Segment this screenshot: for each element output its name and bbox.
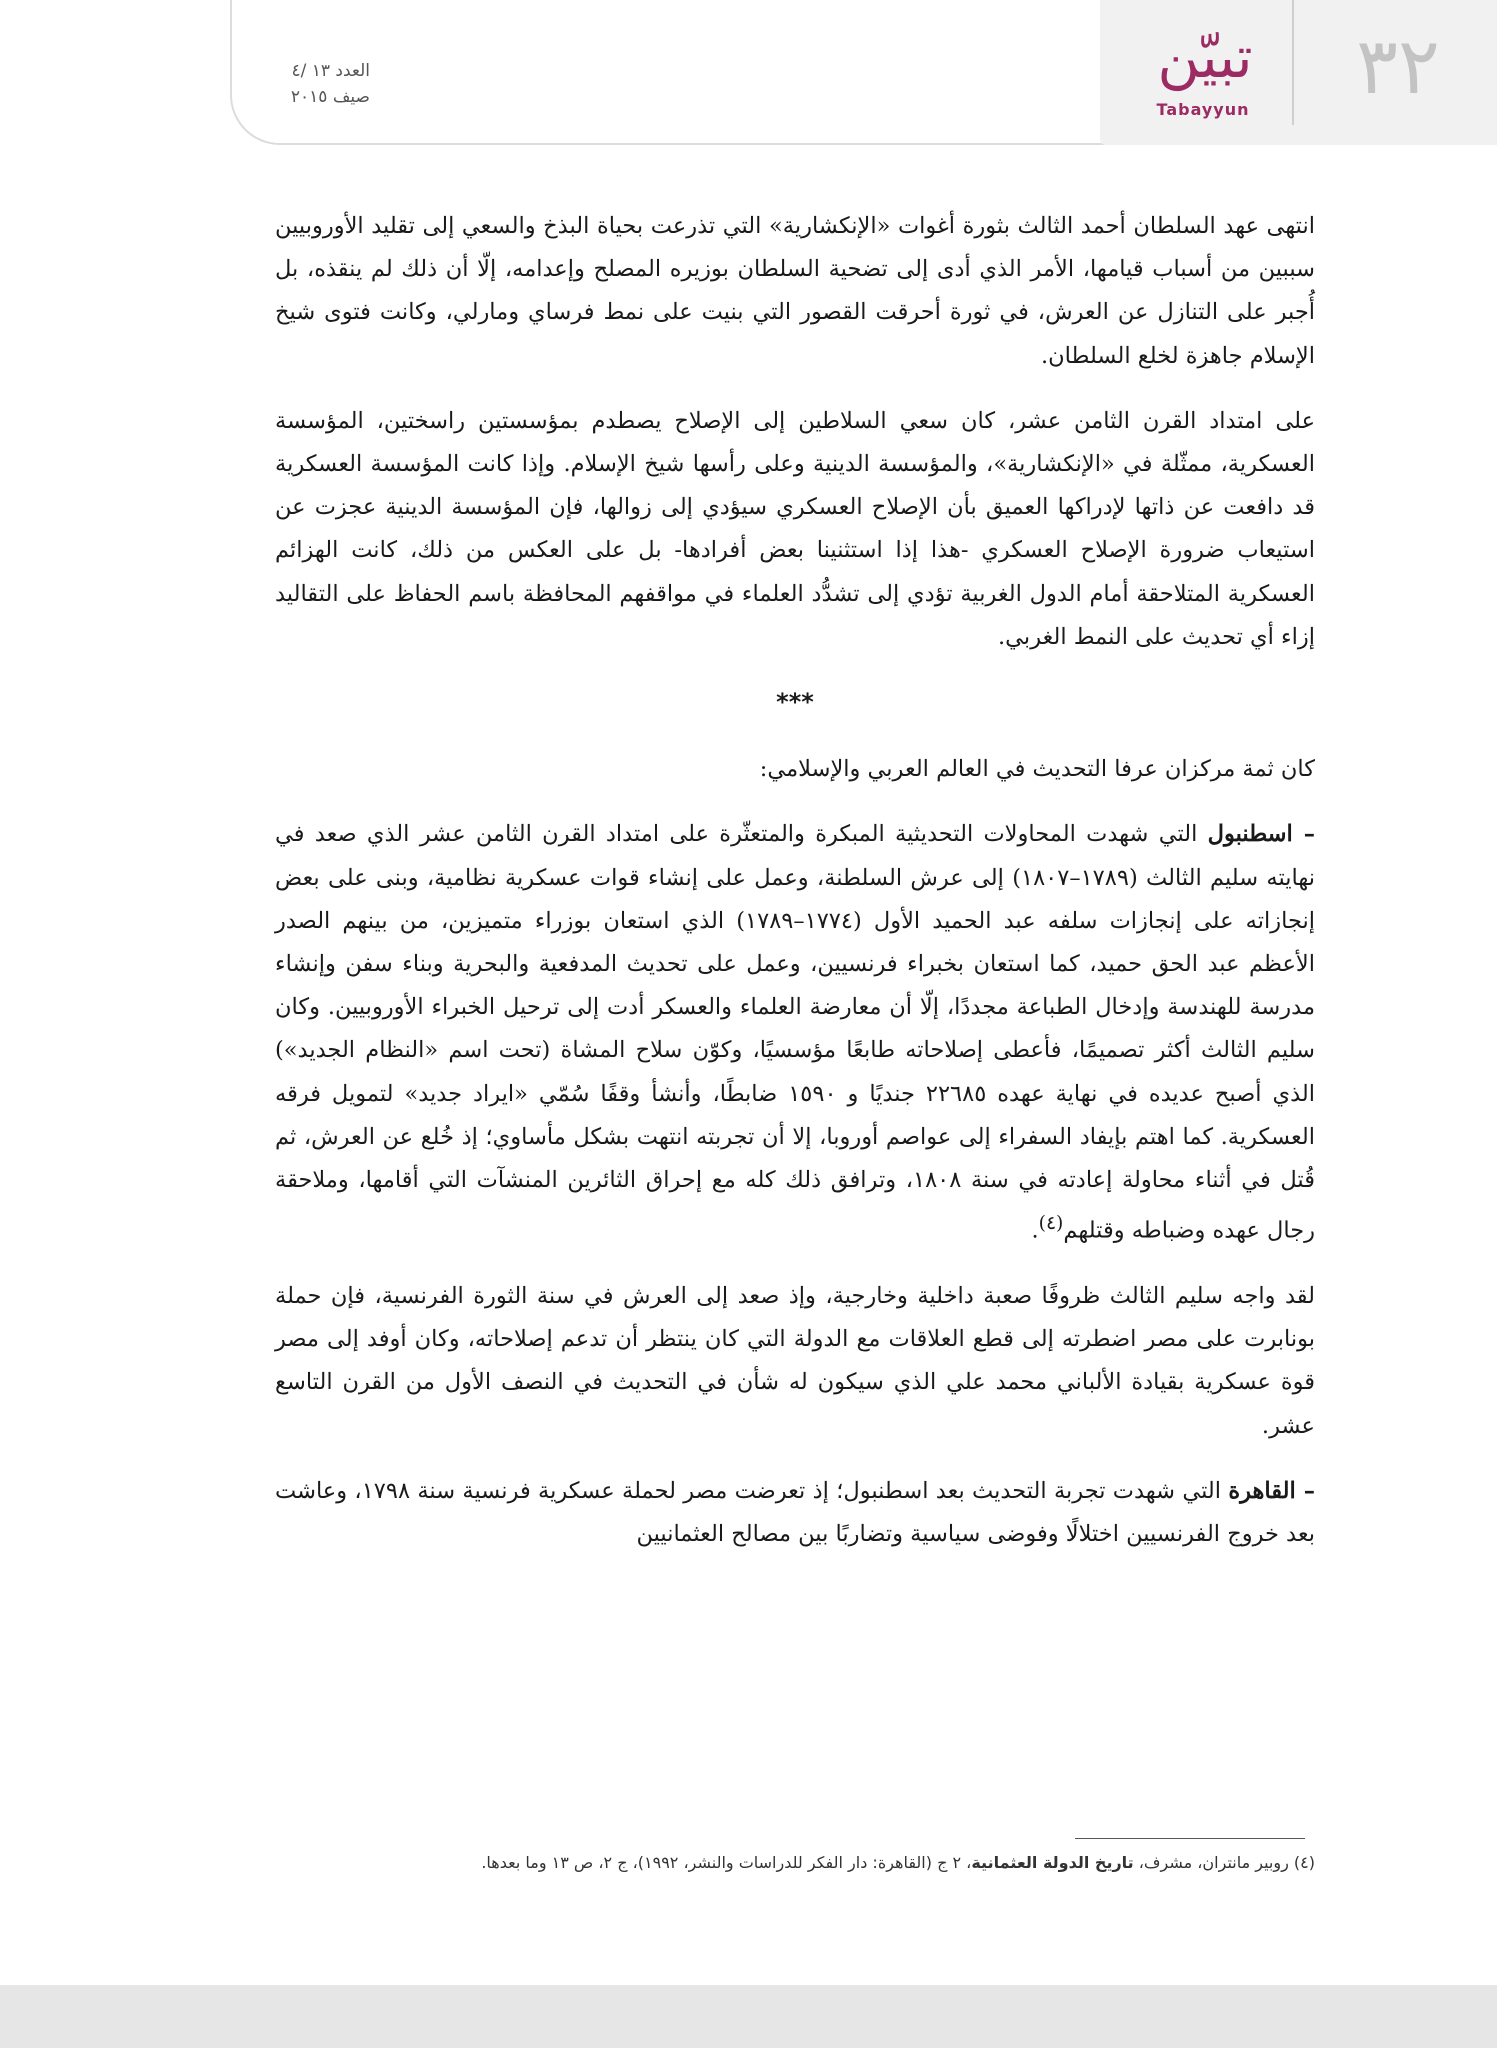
paragraph-4-text: التي شهدت المحاولات التحديثية المبكرة والمتعثّرة على امتداد القرن الثامن عشر الذي صعد في نهايته سليم الثالث (١٧٨٩–١٨٠٧) إلى عرش السلطنة، وعمل على إنشاء قوات عسكرية نظامية، وبنى على بعض إنجازاته على إنجازات سلفه عبد الحميد الأول (١٧٧٤–١٧٨٩) الذي استعان بوزراء متميزين، من بينهم الصدر الأعظم عبد الحق حميد، كما استعان بخبراء فرنسيين، وعمل على تحديث المدفعية والبحرية وبناء سفن وإنشاء مدرسة للهندسة وإدخال الطباعة مجددًا، إلّا أن معارضة العلماء والعسكر أدت إلى ترحيل الخبراء الأوروبيين. وكان سليم الثالث أكثر تصميمًا، فأعطى إصلاحاته طابعًا مؤسسيًا، وكوّن سلاح المشاة (تحت اسم «النظام الجديد») الذي أصبح عديده في نهاية عهده ٢٢٦٨٥ جنديًا و ١٥٩٠ ضابطًا، وأنشأ وقفًا سُمّي «ايراد جديد» لتمويل فرقه العسكرية. كما اهتم بإيفاد السفراء إلى عواصم أوروبا، إلا أن تجربته انتهت بشكل مأساوي؛ إذ خُلع عن العرش، ثم قُتل في أثناء محاولة إعادته في سنة ١٨٠٨، وترافق ذلك كله مع إحراق الثائرين المنشآت التي أقامها، وملاحقة رجال عهده وضباطه وقتلهم [275, 821, 1316, 1244]
paragraph-1: انتهى عهد السلطان أحمد الثالث بثورة أغوات «الإنكشارية» التي تذرعت بحياة البذخ والسعي إلى تقليد الأوروبيين سببين من أسباب قيامها، الأمر الذي أدى إلى تضحية السلطان بوزيره المصلح وإعدامه، إلّا أن ذلك لم ينقذه، بل أُجبر على التنازل عن العرش، في ثورة أحرقت القصور التي بنيت على نمط فرساي ومارلي، وكانت فتوى شيخ الإسلام جاهزة لخلع السلطان. [275, 213, 1315, 369]
section-separator: *** [776, 688, 814, 717]
footnote-rule [1075, 1838, 1305, 1839]
page-bottom-band [0, 1985, 1497, 2048]
paragraph-4-end: . [1031, 1217, 1039, 1244]
footnote-title: تاريخ الدولة العثمانية [971, 1853, 1134, 1872]
article-body [275, 205, 1315, 1578]
paragraph-6-text: التي شهدت تجربة التحديث بعد اسطنبول؛ إذ تعرضت مصر لحملة عسكرية فرنسية سنة ١٧٩٨، وعاشت بعد خروج الفرنسيين اختلالًا وفوضى سياسية وتضاربًا بين مصالح العثمانيين [275, 1477, 1315, 1547]
journal-logo: تبيّن [1157, 23, 1253, 91]
footnote-suffix: ، ٢ ج (القاهرة: دار الفكر للدراسات والنشر، ١٩٩٢)، ج ٢، ص ١٣ وما بعدها. [481, 1853, 972, 1872]
footnote-prefix: (٤) روبير مانتران، مشرف، [1133, 1853, 1315, 1872]
paragraph-3: كان ثمة مركزان عرفا التحديث في العالم العربي والإسلامي: [759, 756, 1315, 783]
page-number: ٣٢ [1356, 22, 1440, 112]
paragraph-5: لقد واجه سليم الثالث ظروفًا صعبة داخلية وخارجية، وإذ صعد إلى العرش في سنة الثورة الفرنسية، فإن حملة بونابرت على مصر اضطرته إلى قطع العلاقات مع الدولة التي كان ينتظر أن تدعم إصلاحاته، وكان أوفد إلى مصر قوة عسكرية بقيادة الألباني محمد علي الذي سيكون له شأن في التحديث في النصف الأول من القرن التاسع عشر. [275, 1282, 1315, 1439]
issue-info [275, 58, 370, 110]
issue-season: صيف ٢٠١٥ [290, 87, 370, 107]
footnote-ref-4[interactable]: (٤) [1038, 1213, 1064, 1235]
paragraph-2: على امتداد القرن الثامن عشر، كان سعي السلاطين إلى الإصلاح يصطدم بمؤسستين راسختين، المؤسسة العسكرية، ممثّلة في «الإنكشارية»، والمؤسسة الدينية وعلى رأسها شيخ الإسلام. وإذا كانت المؤسسة العسكرية قد دافعت عن ذاتها لإدراكها العميق بأن الإصلاح العسكري سيؤدي إلى زوالها، فإن المؤسسة الدينية عجزت عن استيعاب ضرورة الإصلاح العسكري -هذا إذا استثنينا بعض أفرادها- بل على العكس من ذلك، كانت الهزائم العسكرية المتلاحقة أمام الدول الغربية تؤدي إلى تشدُّد العلماء في مواقفهم المحافظة باسم الحفاظ على التقاليد إزاء أي تحديث على النمط الغربي. [275, 407, 1315, 650]
cairo-heading: – القاهرة [1228, 1477, 1315, 1504]
istanbul-heading: – اسطنبول [1207, 821, 1316, 848]
footnote-4 [275, 1848, 1315, 1878]
issue-number: العدد ١٣ /٤ [291, 61, 370, 81]
paragraph-4 [275, 813, 1315, 1253]
header-divider [1292, 0, 1294, 125]
paragraph-6 [275, 1470, 1315, 1556]
journal-logo-latin: Tabayyun [1156, 100, 1250, 119]
